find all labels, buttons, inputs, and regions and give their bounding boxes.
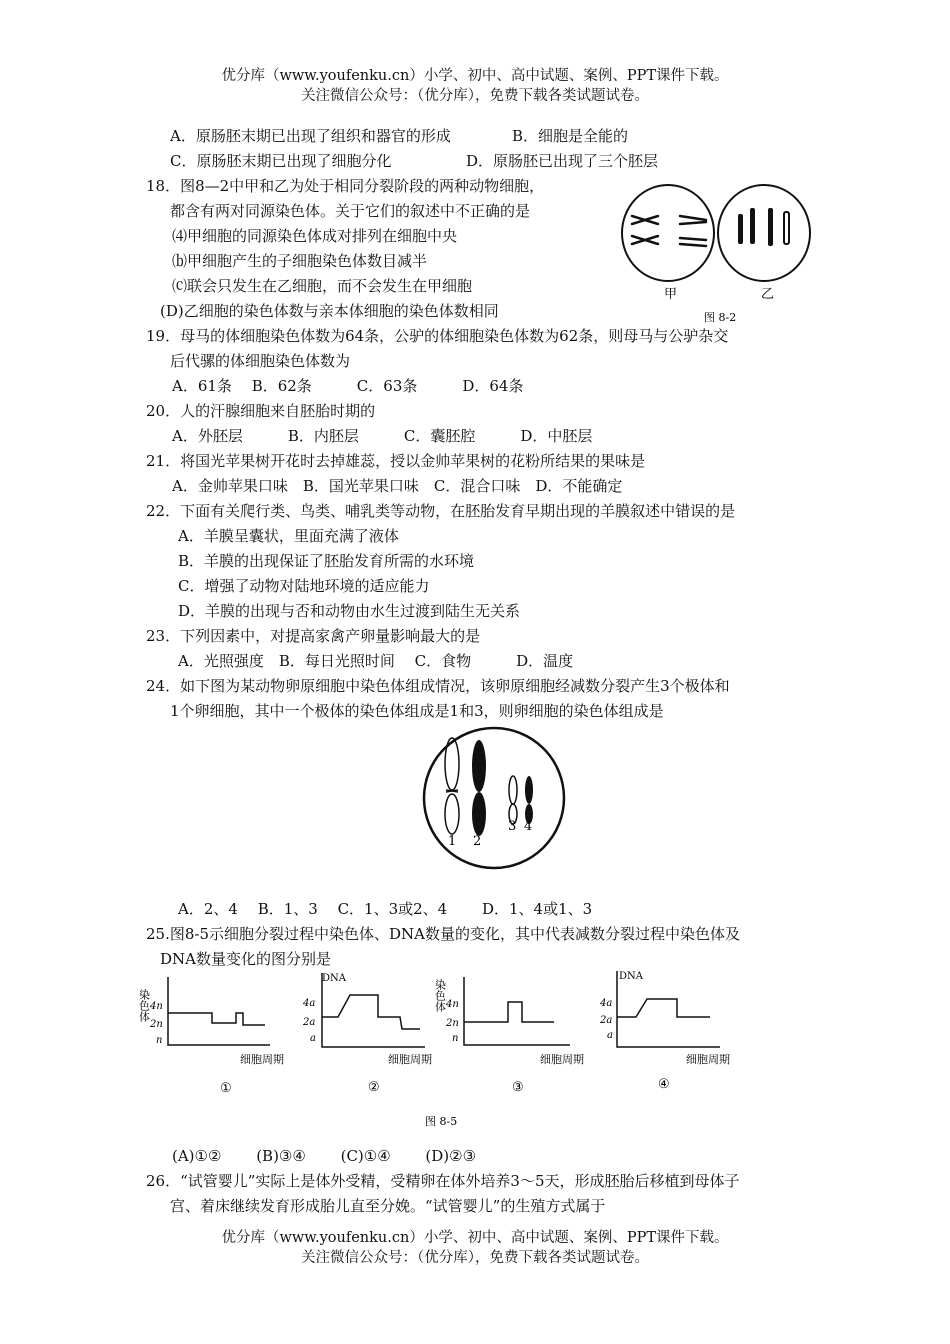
chromosome-3	[509, 776, 517, 824]
graph-2-axes	[322, 973, 425, 1047]
graph-2-line	[322, 995, 420, 1029]
footer-line-1: 优分库（www.youfenku.cn）小学、初中、高中试题、案例、PPT课件下载。	[221, 1230, 729, 1246]
q25-stem-2: DNA数量变化的图分别是	[160, 950, 331, 968]
graph-2-tick-2a: 2a	[303, 1017, 316, 1028]
q19-options: A．61条 B．62条 C．63条 D．64条	[172, 377, 524, 395]
chromosome-label-4: 4	[524, 819, 533, 834]
q26-stem-1: 26．“试管婴儿”实际上是体外受精，受精卵在体外培养3～5天，形成胚胎后移植到母体子	[146, 1172, 740, 1190]
q18-stem-2: 都含有两对同源染色体。关于它们的叙述中不正确的是	[170, 202, 531, 220]
graph-2-number: ②	[368, 1080, 380, 1095]
q21-stem: 21．将国光苹果树开花时去掉雄蕊，授以金帅苹果树的花粉所结果的果味是	[146, 452, 646, 470]
graph-4-ylabel: DNA	[619, 971, 643, 982]
q23-stem: 23．下列因素中，对提高家禽产卵量影响最大的是	[146, 627, 481, 645]
header-line-2: 关注微信公众号：（优分库），免费下载各类试题试卷。	[301, 88, 649, 104]
footer-line-2: 关注微信公众号：（优分库），免费下载各类试题试卷。	[301, 1250, 649, 1266]
graph-3-tick-4n: 4n	[446, 999, 459, 1010]
q24-stem-1: 24．如下图为某动物卵原细胞中染色体组成情况，该卵原细胞经减数分裂产生3个极体和	[146, 677, 730, 695]
q25-options: (A)①② (B)③④ (C)①④ (D)②③	[172, 1147, 477, 1165]
q19-stem-1: 19．母马的体细胞染色体数为64条，公驴的体细胞染色体数为62条，则母马与公驴杂交	[146, 327, 729, 345]
chromosome-1	[445, 738, 459, 834]
header-line-1: 优分库（www.youfenku.cn）小学、初中、高中试题、案例、PPT课件下载。	[221, 68, 729, 84]
q22-option-a: A．羊膜呈囊状，里面充满了液体	[178, 527, 399, 545]
q17-option-c: C．原肠胚末期已出现了细胞分化	[170, 152, 392, 170]
graph-4-line	[617, 999, 710, 1017]
graph-1	[168, 977, 270, 1045]
q17-option-b: B．细胞是全能的	[512, 127, 629, 145]
oocyte-cell-outline	[424, 728, 564, 868]
graph-1-tick-n: n	[156, 1035, 163, 1046]
chromosome-2	[472, 740, 486, 836]
q18-stem-1: 18．图8—2中甲和乙为处于相同分裂阶段的两种动物细胞，	[146, 177, 545, 195]
graph-4-tick-2a: 2a	[600, 1015, 613, 1026]
q18-option-b: ⒝甲细胞产生的子细胞染色体数目减半	[172, 252, 428, 270]
chromosome-label-1: 1	[448, 834, 457, 849]
graph-3-tick-n: n	[452, 1033, 459, 1044]
q23-options: A．光照强度 B．每日光照时间 C．食物 D．温度	[178, 652, 574, 670]
graph-1-tick-2n: 2n	[150, 1019, 163, 1030]
chromosome-label-2: 2	[473, 834, 482, 849]
graph-1-tick-4n: 4n	[150, 1001, 163, 1012]
graph-3-tick-2n: 2n	[446, 1018, 459, 1029]
q20-stem: 20．人的汗腺细胞来自胚胎时期的	[146, 402, 376, 420]
q18-option-a: ⑷甲细胞的同源染色体成对排列在细胞中央	[172, 227, 458, 245]
graph-3-ylabel: 染色体	[433, 979, 447, 1012]
graph-1-axes	[168, 977, 270, 1045]
q18-option-c: ⒞联会只发生在乙细胞，而不会发生在甲细胞	[172, 277, 473, 295]
q22-option-b: B．羊膜的出现保证了胚胎发育所需的水环境	[178, 552, 475, 570]
q22-stem: 22．下面有关爬行类、鸟类、哺乳类等动物，在胚胎发育早期出现的羊膜叙述中错误的是	[146, 502, 736, 520]
graph-1-line	[168, 1013, 265, 1025]
cell-jia-outline	[622, 185, 714, 281]
graph-2-ylabel: DNA	[322, 973, 346, 984]
q22-option-c: C．增强了动物对陆地环境的适应能力	[178, 577, 430, 595]
chromosome-4	[525, 776, 533, 824]
graph-4-tick-a: a	[607, 1030, 613, 1041]
graph-3-number: ③	[512, 1080, 524, 1095]
graph-1-xlabel: 细胞周期	[240, 1053, 284, 1066]
graph-3-line	[464, 1002, 554, 1022]
graph-2-tick-a: a	[310, 1033, 316, 1044]
q24-options: A．2、4 B．1、3 C．1、3或2、4 D．1、4或1、3	[178, 900, 593, 918]
q17-option-a: A．原肠胚末期已出现了组织和器官的形成	[170, 127, 451, 145]
q21-options: A．金帅苹果口味 B．国光苹果口味 C．混合口味 D．不能确定	[172, 477, 623, 495]
cell-yi-outline	[718, 185, 810, 281]
cell-jia-chromosomes	[632, 216, 706, 246]
graph-3-axes	[464, 977, 570, 1045]
q19-stem-2: 后代骡的体细胞染色体数为	[170, 352, 351, 370]
graph-3-xlabel: 细胞周期	[540, 1053, 584, 1066]
graph-4	[617, 971, 720, 1047]
q24-stem-2: 1个卵细胞，其中一个极体的染色体组成是1和3，则卵细胞的染色体组成是	[170, 702, 664, 720]
graph-4-axes	[617, 971, 720, 1047]
graph-4-tick-4a: 4a	[600, 998, 613, 1009]
graph-1-ylabel: 染色体	[137, 989, 151, 1022]
q18-option-d: (D)乙细胞的染色体数与亲本体细胞的染色体数相同	[160, 302, 499, 320]
fig-label-jia: 甲	[664, 287, 678, 302]
fig-8-5-caption: 图 8-5	[425, 1115, 458, 1128]
graph-2-xlabel: 细胞周期	[388, 1053, 432, 1066]
figure-8-5	[137, 965, 780, 1135]
fig-8-2-caption: 图 8-2	[704, 311, 737, 324]
q25-stem-1: 25.图8-5示细胞分裂过程中染色体、DNA数量的变化，其中代表减数分裂过程中染色体及	[146, 925, 740, 943]
q26-stem-2: 宫、着床继续发育形成胎儿直至分娩。“试管婴儿”的生殖方式属于	[170, 1197, 606, 1215]
fig-label-yi: 乙	[761, 287, 775, 302]
graph-2-tick-4a: 4a	[303, 998, 316, 1009]
cell-yi-chromosomes	[738, 208, 789, 246]
q22-option-d: D．羊膜的出现与否和动物由水生过渡到陆生无关系	[178, 602, 521, 620]
q20-options: A．外胚层 B．内胚层 C．囊胚腔 D．中胚层	[172, 427, 593, 445]
graph-4-xlabel: 细胞周期	[686, 1053, 730, 1066]
figure-8-2	[618, 178, 828, 328]
q17-option-d: D．原肠胚已出现了三个胚层	[466, 152, 659, 170]
chromosome-label-3: 3	[508, 819, 517, 834]
graph-3	[464, 977, 570, 1045]
graph-1-number: ①	[220, 1081, 232, 1096]
graph-2	[322, 973, 425, 1047]
graph-4-number: ④	[658, 1077, 670, 1092]
q24-cell-figure	[410, 724, 580, 874]
